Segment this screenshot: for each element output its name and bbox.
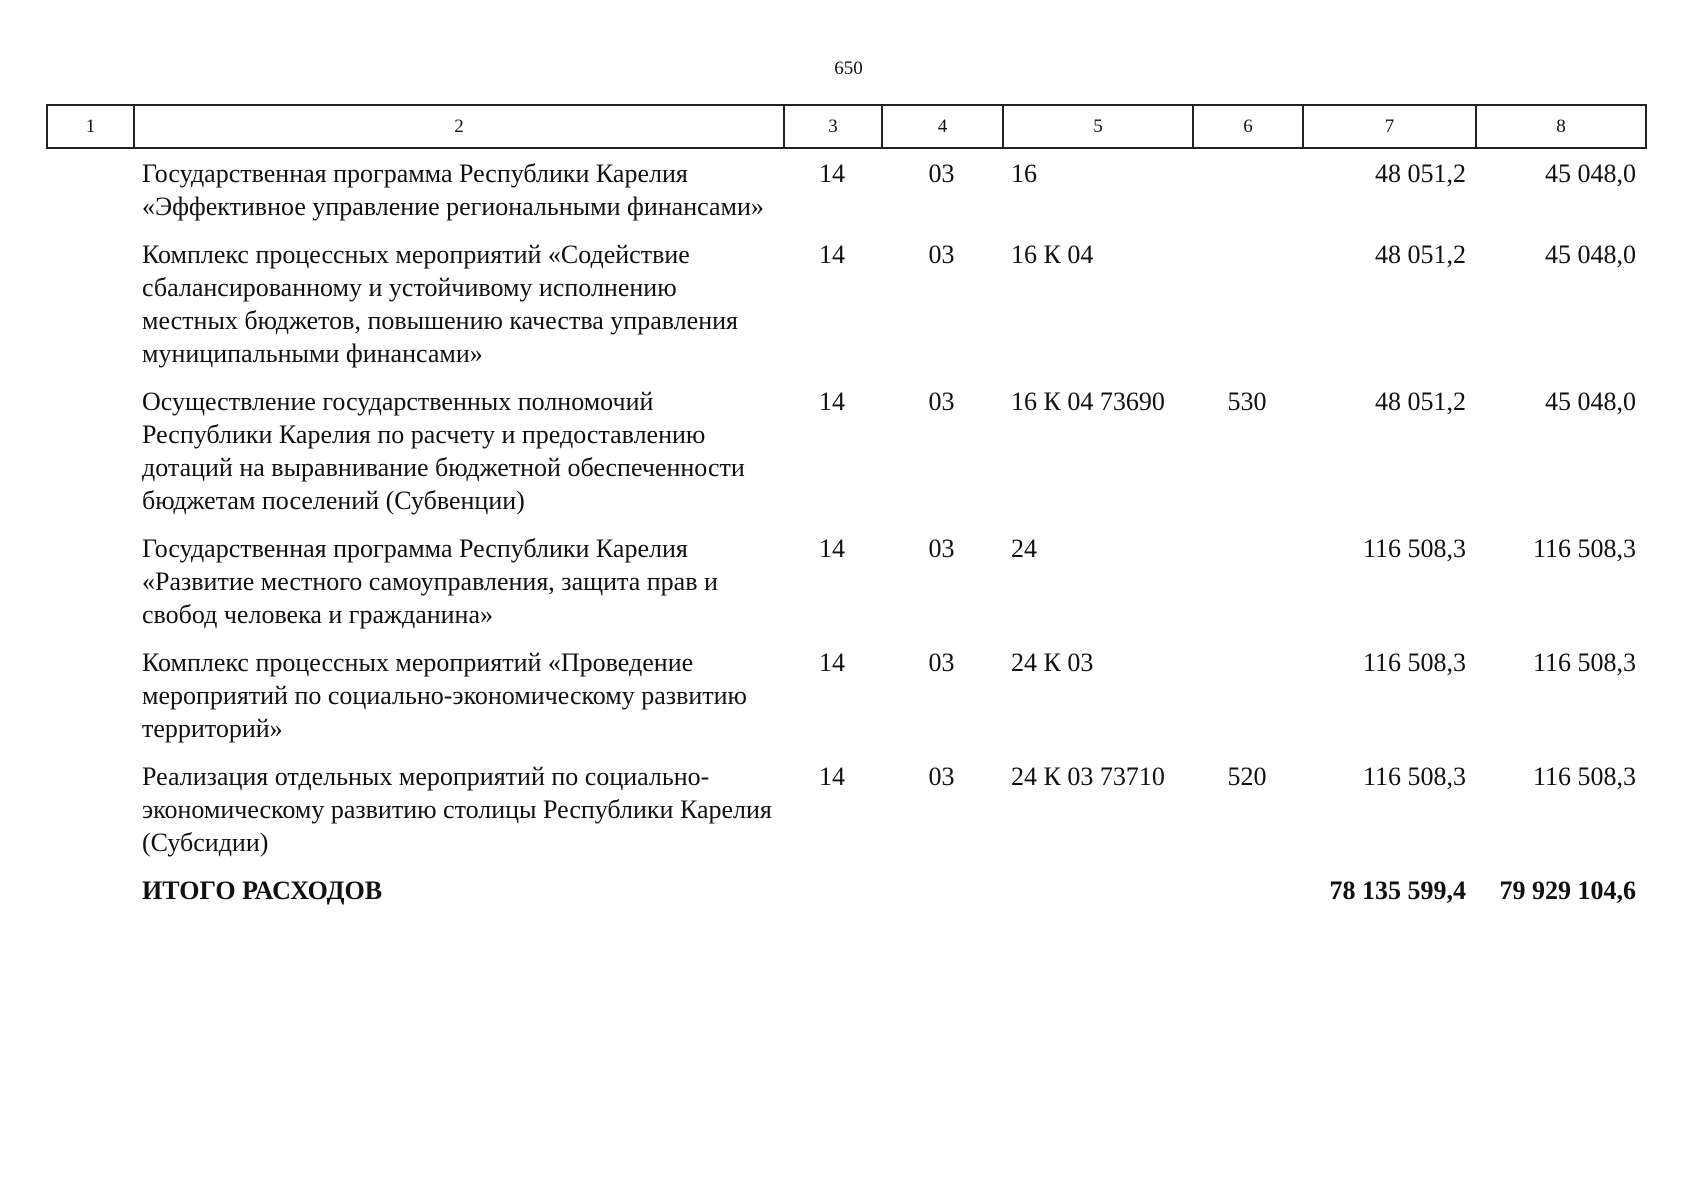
row-name: Государственная программа Республики Карелия «Эффективное управление региональными финансами» [142, 159, 764, 221]
total-sum-1: 78 135 599,4 [1329, 876, 1466, 905]
row-target-code: 16 К 04 73690 [1011, 387, 1165, 416]
row-section: 14 [819, 387, 845, 416]
row-subsection: 03 [928, 534, 955, 563]
header-col-3: 3 [784, 105, 882, 148]
row-sum-2: 45 048,0 [1545, 387, 1636, 416]
row-sum-2: 116 508,3 [1532, 762, 1636, 791]
row-section: 14 [819, 762, 845, 791]
row-empty-cell [46, 238, 133, 370]
row-expense-type [1192, 157, 1302, 223]
total-sum-2: 79 929 104,6 [1499, 876, 1636, 905]
row-empty-cell [46, 760, 133, 859]
row-sum-1: 48 051,2 [1375, 240, 1466, 269]
header-col-7: 7 [1303, 105, 1476, 148]
row-empty-cell [46, 874, 133, 907]
row-section: 14 [819, 534, 845, 563]
row-sum-1: 116 508,3 [1362, 648, 1466, 677]
row-subsection: 03 [928, 648, 955, 677]
row-section: 14 [819, 648, 845, 677]
row-empty-cell [46, 532, 133, 631]
page-number: 650 [834, 58, 863, 79]
row-expense-type [1192, 532, 1302, 631]
row-name: Государственная программа Республики Карелия «Развитие местного самоуправления, защита прав и свобод человека и гражданина» [142, 534, 718, 629]
row-section: 14 [819, 159, 845, 188]
table-row [46, 238, 1645, 370]
row-subsection: 03 [928, 240, 955, 269]
total-label: ИТОГО РАСХОДОВ [142, 876, 383, 905]
row-empty-cell [46, 157, 133, 223]
row-sum-1: 116 508,3 [1362, 762, 1466, 791]
row-sum-2: 45 048,0 [1545, 159, 1636, 188]
row-expense-type [1192, 646, 1302, 745]
row-name: Реализация отдельных мероприятий по социально-экономическому развитию столицы Республики Карелия (Субсидии) [142, 762, 772, 857]
row-sum-1: 116 508,3 [1362, 534, 1466, 563]
row-sum-2: 45 048,0 [1545, 240, 1636, 269]
table-row [46, 646, 1645, 745]
row-target-code: 24 К 03 [1011, 648, 1094, 677]
header-col-1: 1 [47, 105, 134, 148]
row-target-code: 16 К 04 [1011, 240, 1094, 269]
row-name: Осуществление государственных полномочий Республики Карелия по расчету и предоставлению дотаций на выравнивание бюджетной обеспеченности бюджетам поселений (Субвенции) [142, 387, 745, 515]
row-target-code: 24 К 03 73710 [1011, 762, 1165, 791]
row-subsection: 03 [928, 387, 955, 416]
header-col-8: 8 [1476, 105, 1646, 148]
row-name: Комплекс процессных мероприятий «Содействие сбалансированному и устойчивому исполнению местных бюджетов, повышению качества управления муниципальными финансами» [142, 240, 738, 368]
row-sum-2: 116 508,3 [1532, 648, 1636, 677]
row-empty-cell [46, 385, 133, 517]
total-row [46, 874, 1645, 907]
header-col-5: 5 [1003, 105, 1193, 148]
row-sum-2: 116 508,3 [1532, 534, 1636, 563]
row-sum-1: 48 051,2 [1375, 159, 1466, 188]
table-row [46, 385, 1645, 517]
row-expense-type: 530 [1227, 387, 1267, 416]
row-target-code: 24 [1011, 534, 1037, 563]
row-sum-1: 48 051,2 [1375, 387, 1466, 416]
table-row [46, 532, 1645, 631]
row-empty-cell [46, 646, 133, 745]
row-expense-type: 520 [1227, 762, 1267, 791]
header-col-6: 6 [1193, 105, 1303, 148]
table-row [46, 760, 1645, 859]
row-subsection: 03 [928, 159, 955, 188]
column-number-header [46, 104, 1647, 149]
table-body [46, 157, 1645, 922]
row-expense-type [1192, 238, 1302, 370]
row-name: Комплекс процессных мероприятий «Проведение мероприятий по социально-экономическому развитию территорий» [142, 648, 747, 743]
header-col-4: 4 [882, 105, 1003, 148]
table-row [46, 157, 1645, 223]
row-section: 14 [819, 240, 845, 269]
row-subsection: 03 [928, 762, 955, 791]
header-col-2: 2 [134, 105, 784, 148]
row-target-code: 16 [1011, 159, 1037, 188]
